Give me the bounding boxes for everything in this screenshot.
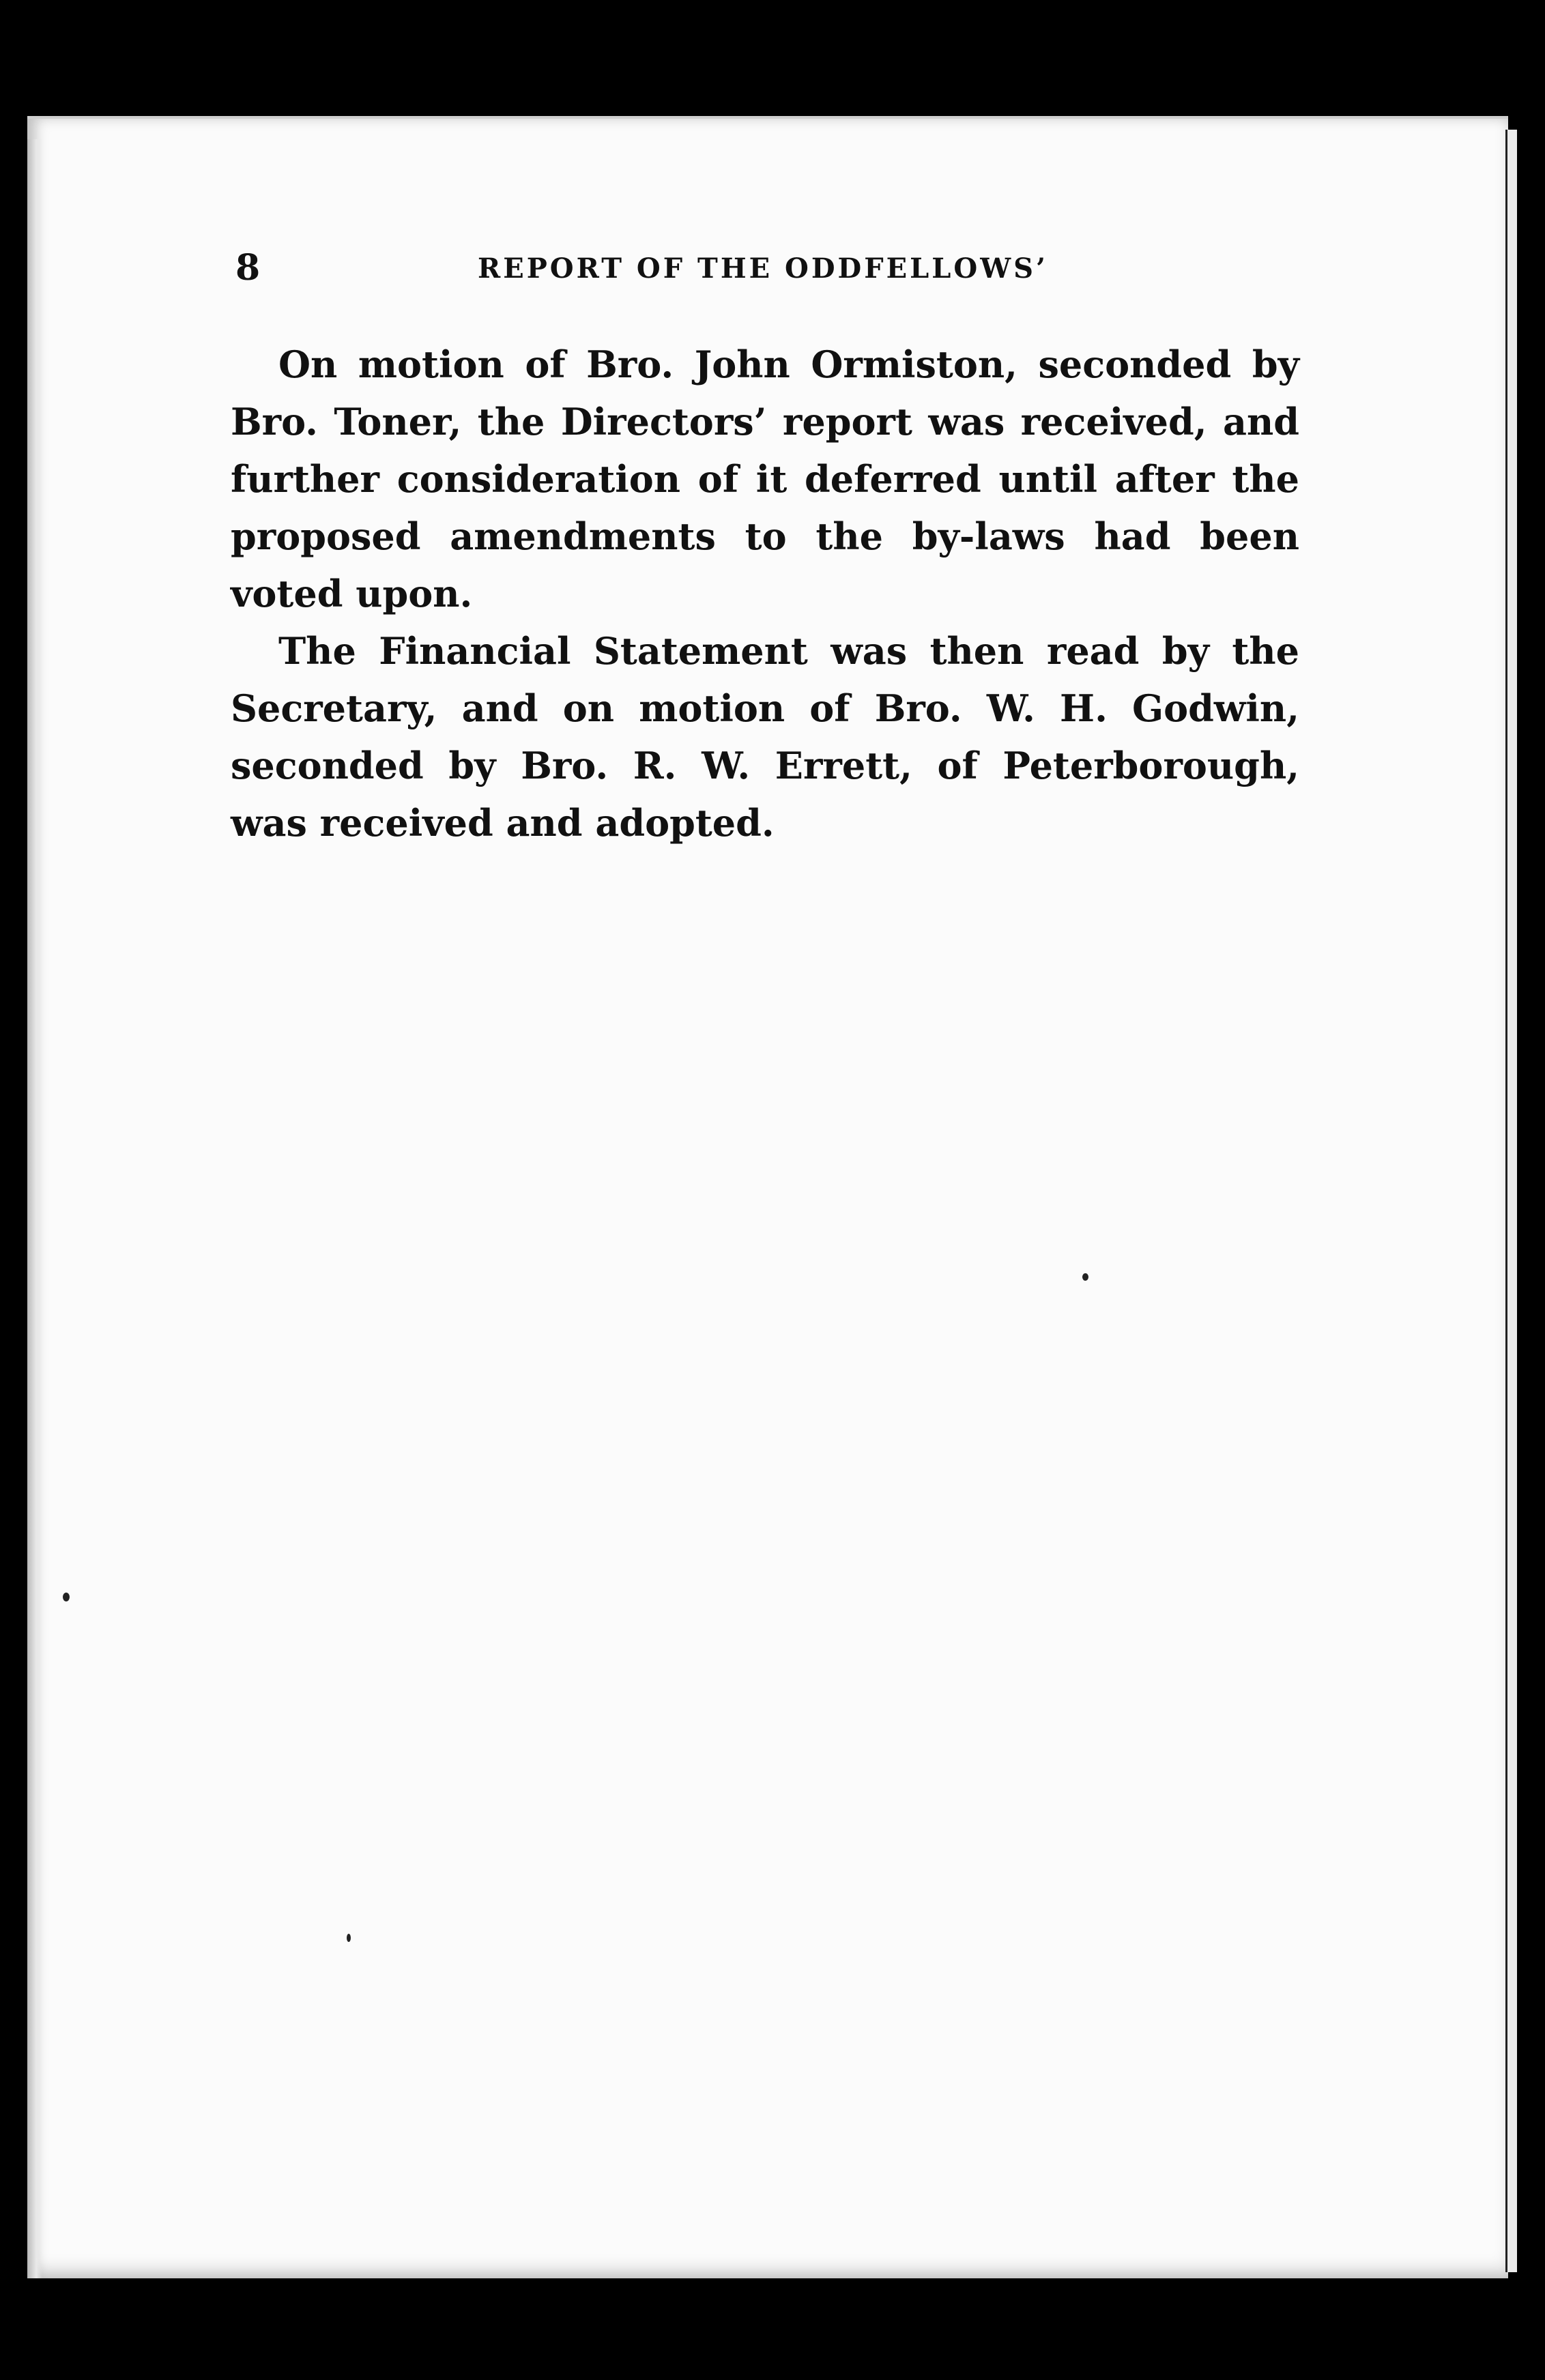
ink-speck [347,1934,351,1942]
paragraph-1: On motion of Bro. John Ormiston, seconded by Bro. Toner, the Directors’ report was received, and further consideration of it deferred until after the proposed amendments to the by-laws had been voted upon. [231,343,1299,615]
ink-speck [63,1593,70,1601]
running-head: REPORT OF THE ODDFELLOWS’ [478,252,1048,285]
page-header [235,244,1300,292]
page-number: 8 [235,247,261,289]
body-text [231,336,1299,852]
ink-speck [1082,1273,1088,1281]
paragraph-2: The Financial Statement was then read by the Secretary, and on motion of Bro. W. H. Godwin, seconded by Bro. R. W. Errett, of Peterborough, was received and adopted. [231,629,1299,845]
facing-page-edge [1505,130,1517,2272]
